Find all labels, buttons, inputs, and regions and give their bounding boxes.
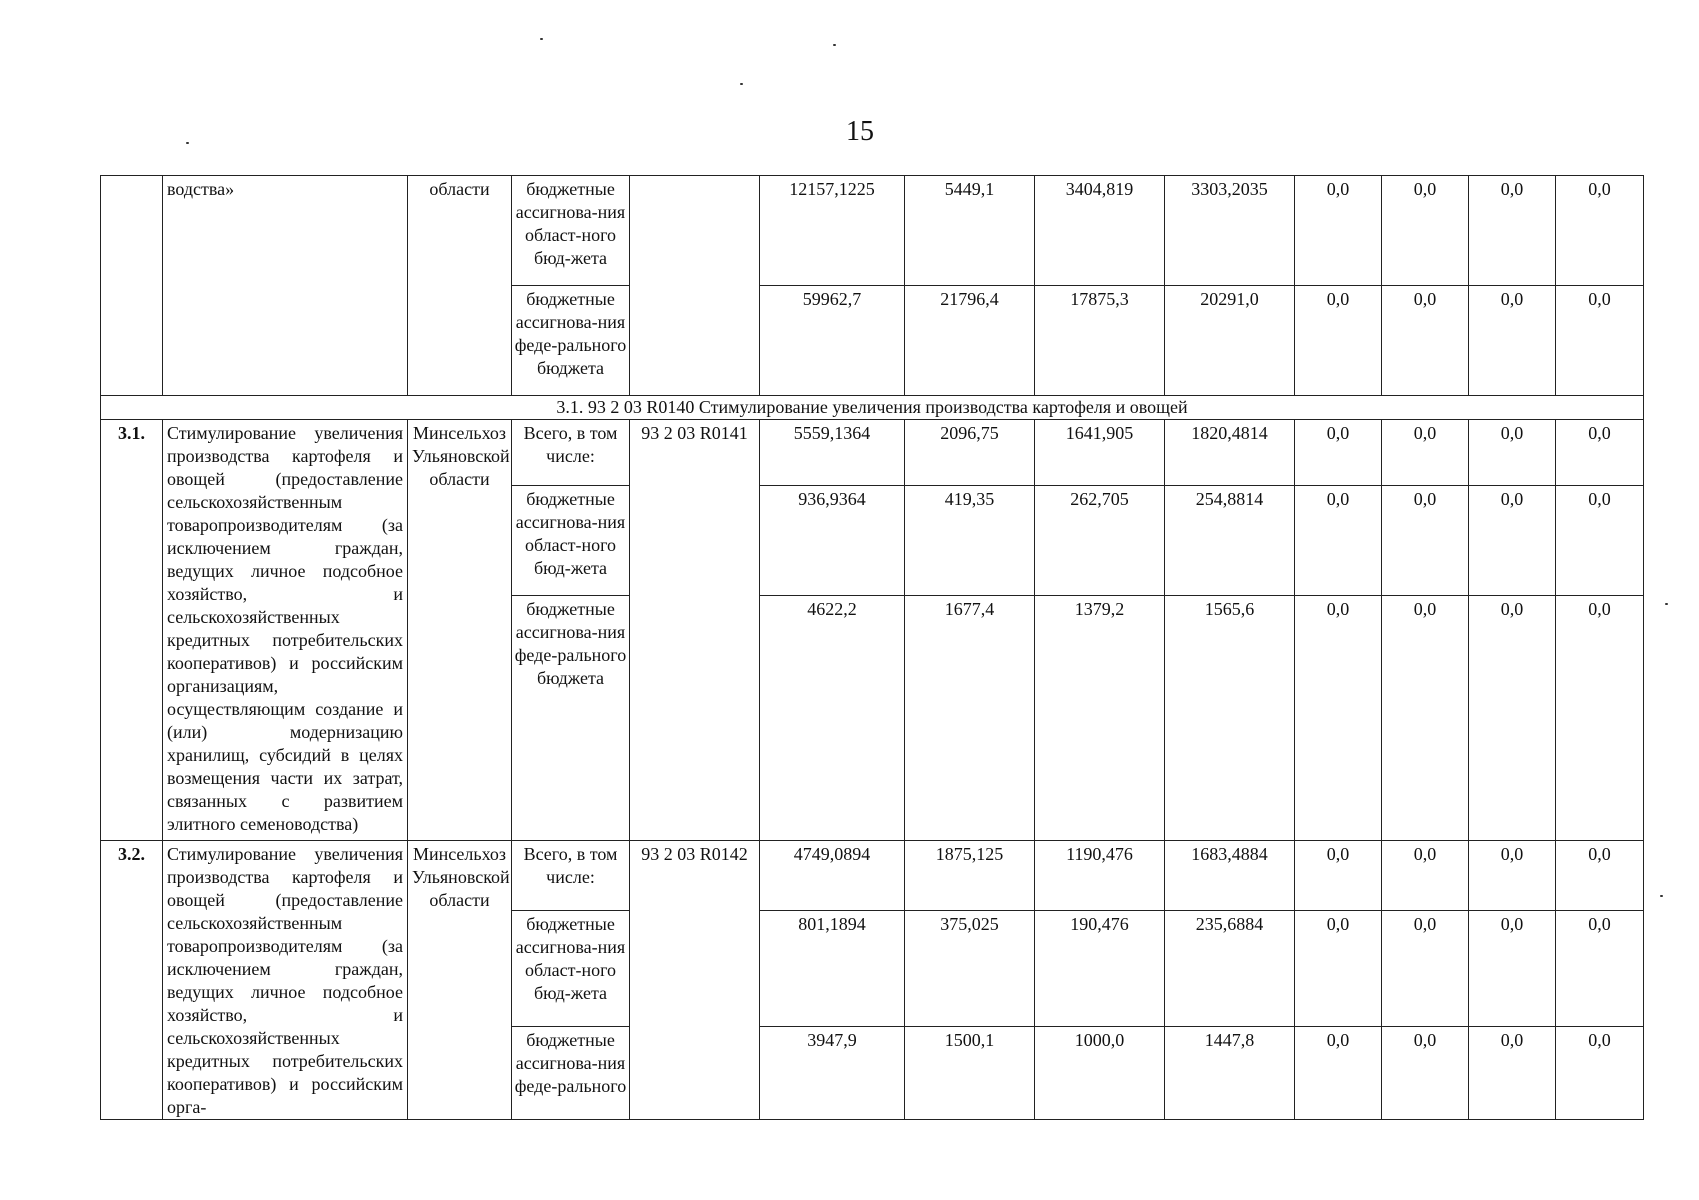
- budget-table: [100, 175, 1644, 1120]
- value-cell: 3947,9: [760, 1027, 905, 1120]
- value-cell: 1677,4: [905, 596, 1035, 841]
- value-cell: 0,0: [1382, 841, 1469, 911]
- executor-cell: Минсельхоз Ульяновской области: [408, 420, 512, 841]
- value-cell: 1379,2: [1035, 596, 1165, 841]
- value-cell: 1641,905: [1035, 420, 1165, 486]
- value-cell: 1565,6: [1165, 596, 1295, 841]
- value-cell: 0,0: [1469, 286, 1556, 396]
- funding-source-cell: бюджетные ассигнова-ния феде-рального бюджета: [512, 286, 630, 396]
- value-cell: 1447,8: [1165, 1027, 1295, 1120]
- scan-speck: [740, 83, 743, 85]
- value-cell: 0,0: [1295, 486, 1382, 596]
- value-cell: 190,476: [1035, 910, 1165, 1026]
- scan-speck: [1660, 895, 1663, 897]
- value-cell: 0,0: [1469, 176, 1556, 286]
- value-cell: 0,0: [1382, 596, 1469, 841]
- value-cell: 59962,7: [760, 286, 905, 396]
- value-cell: 0,0: [1469, 841, 1556, 911]
- value-cell: 0,0: [1382, 1027, 1469, 1120]
- value-cell: 0,0: [1295, 596, 1382, 841]
- funding-source-cell: бюджетные ассигнова-ния област-ного бюд-жета: [512, 176, 630, 286]
- value-cell: 0,0: [1469, 596, 1556, 841]
- value-cell: 1000,0: [1035, 1027, 1165, 1120]
- value-cell: 254,8814: [1165, 486, 1295, 596]
- value-cell: 1875,125: [905, 841, 1035, 911]
- value-cell: 21796,4: [905, 286, 1035, 396]
- value-cell: 0,0: [1556, 910, 1644, 1026]
- value-cell: 0,0: [1556, 486, 1644, 596]
- value-cell: 936,9364: [760, 486, 905, 596]
- value-cell: 0,0: [1556, 841, 1644, 911]
- value-cell: 0,0: [1469, 420, 1556, 486]
- value-cell: 0,0: [1295, 176, 1382, 286]
- value-cell: 0,0: [1382, 286, 1469, 396]
- value-cell: 419,35: [905, 486, 1035, 596]
- funding-source-cell: бюджетные ассигнова-ния феде-рального: [512, 1027, 630, 1120]
- code-cell: 93 2 03 R0142: [630, 841, 760, 1120]
- value-cell: 0,0: [1556, 596, 1644, 841]
- value-cell: 0,0: [1295, 1027, 1382, 1120]
- value-cell: 17875,3: [1035, 286, 1165, 396]
- value-cell: 1820,4814: [1165, 420, 1295, 486]
- value-cell: 5559,1364: [760, 420, 905, 486]
- scan-speck: [1665, 603, 1668, 605]
- value-cell: 2096,75: [905, 420, 1035, 486]
- table-row: [101, 176, 1644, 286]
- funding-source-cell: Всего, в том числе:: [512, 420, 630, 486]
- value-cell: 0,0: [1556, 176, 1644, 286]
- executor-cell: области: [408, 176, 512, 396]
- value-cell: 0,0: [1382, 910, 1469, 1026]
- value-cell: 0,0: [1556, 1027, 1644, 1120]
- value-cell: 20291,0: [1165, 286, 1295, 396]
- value-cell: 0,0: [1295, 286, 1382, 396]
- value-cell: 4622,2: [760, 596, 905, 841]
- funding-source-cell: бюджетные ассигнова-ния област-ного бюд-жета: [512, 910, 630, 1026]
- value-cell: 0,0: [1382, 420, 1469, 486]
- value-cell: 262,705: [1035, 486, 1165, 596]
- value-cell: 0,0: [1295, 910, 1382, 1026]
- value-cell: 1190,476: [1035, 841, 1165, 911]
- value-cell: 1500,1: [905, 1027, 1035, 1120]
- index-cell: 3.1.: [101, 420, 163, 841]
- section-header-row: [101, 396, 1644, 420]
- table-row: [101, 420, 1644, 486]
- executor-cell: Минсельхоз Ульяновской области: [408, 841, 512, 1120]
- description-cell: Стимулирование увеличения производства картофеля и овощей (предоставление сельскохозяйственным товаропроизводителям (за исключением граждан, ведущих личное подсобное хозяйство, и сельскохозяйственных кредитных потребительских кооперативов) и российским орга-: [163, 841, 408, 1120]
- description-cell: водства»: [163, 176, 408, 396]
- index-cell: [101, 176, 163, 396]
- table-row: [101, 841, 1644, 911]
- code-cell: 93 2 03 R0141: [630, 420, 760, 841]
- value-cell: 0,0: [1556, 286, 1644, 396]
- value-cell: 3303,2035: [1165, 176, 1295, 286]
- scan-speck: [833, 44, 836, 46]
- value-cell: 3404,819: [1035, 176, 1165, 286]
- description-cell: Стимулирование увеличения производства картофеля и овощей (предоставление сельскохозяйственным товаропроизводителям (за исключением граждан, ведущих личное подсобное хозяйство, и сельскохозяйственных кредитных потребительских кооперативов) и российским организациям, осуществляющим создание и (или) модернизацию хранилищ, субсидий в целях возмещения части их затрат, связанных с развитием элитного семеноводства): [163, 420, 408, 841]
- value-cell: 12157,1225: [760, 176, 905, 286]
- value-cell: 235,6884: [1165, 910, 1295, 1026]
- section-header: 3.1. 93 2 03 R0140 Стимулирование увеличения производства картофеля и овощей: [101, 396, 1644, 420]
- value-cell: 4749,0894: [760, 841, 905, 911]
- value-cell: 1683,4884: [1165, 841, 1295, 911]
- index-cell: 3.2.: [101, 841, 163, 1120]
- value-cell: 0,0: [1295, 841, 1382, 911]
- value-cell: 0,0: [1469, 1027, 1556, 1120]
- funding-source-cell: бюджетные ассигнова-ния област-ного бюд-жета: [512, 486, 630, 596]
- code-cell: [630, 176, 760, 396]
- value-cell: 0,0: [1469, 486, 1556, 596]
- value-cell: 0,0: [1382, 176, 1469, 286]
- value-cell: 5449,1: [905, 176, 1035, 286]
- funding-source-cell: Всего, в том числе:: [512, 841, 630, 911]
- value-cell: 0,0: [1556, 420, 1644, 486]
- funding-source-cell: бюджетные ассигнова-ния феде-рального бюджета: [512, 596, 630, 841]
- page-number: 15: [846, 116, 874, 147]
- value-cell: 801,1894: [760, 910, 905, 1026]
- scan-speck: [540, 38, 543, 40]
- value-cell: 0,0: [1469, 910, 1556, 1026]
- scan-speck: [186, 142, 189, 144]
- value-cell: 375,025: [905, 910, 1035, 1026]
- value-cell: 0,0: [1295, 420, 1382, 486]
- value-cell: 0,0: [1382, 486, 1469, 596]
